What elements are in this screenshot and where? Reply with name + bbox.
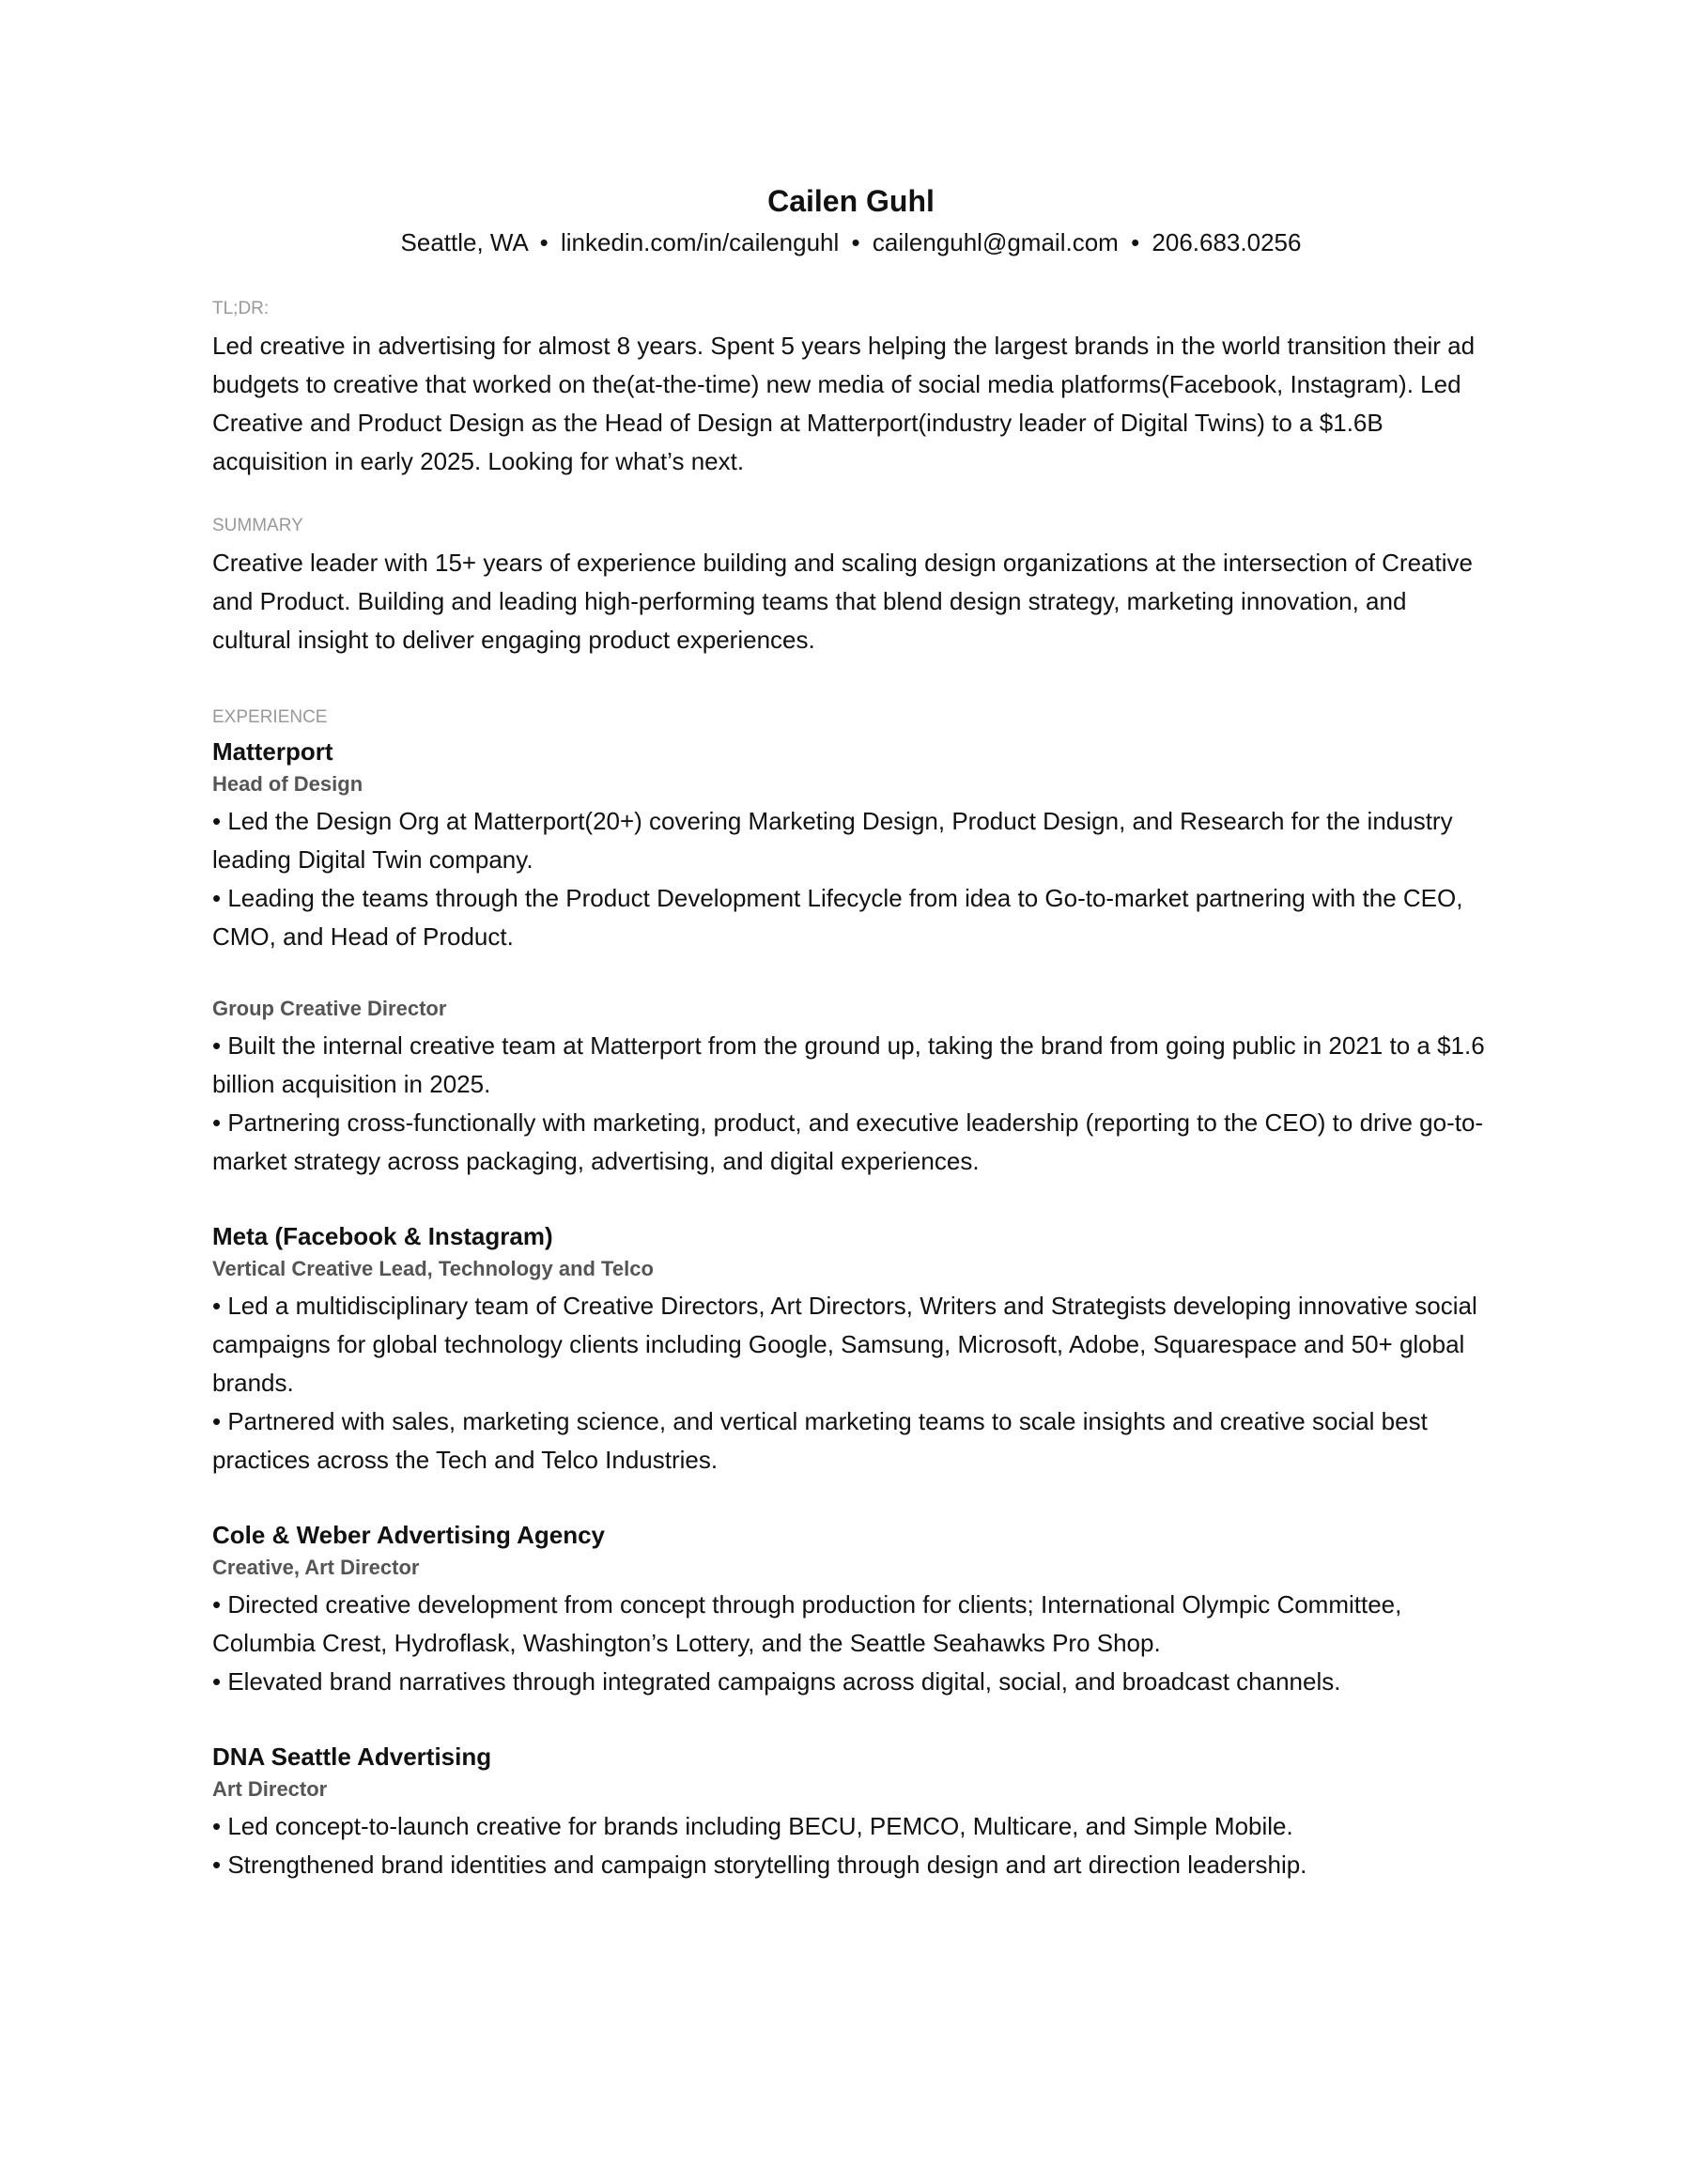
experience-list <box>212 735 1490 1884</box>
role-block <box>212 1775 1490 1884</box>
separator: • <box>1131 228 1140 256</box>
job-entry <box>212 1219 1490 1479</box>
company-name: Matterport <box>212 737 333 766</box>
role-title: Group Creative Director <box>212 997 447 1020</box>
email-link[interactable]: cailenguhl@gmail.com <box>872 228 1119 256</box>
bullet-list <box>212 1586 1490 1701</box>
bullet-item: • Led concept-to-launch creative for brands including BECU, PEMCO, Multicare, and Simple Mobile. <box>212 1812 1293 1840</box>
job-entry <box>212 1740 1490 1884</box>
role-block <box>212 1255 1490 1479</box>
summary-label: SUMMARY <box>212 516 303 535</box>
bullet-item: • Leading the teams through the Product Development Lifecycle from idea to Go-to-market partnering with the CEO, CMO, and Head of Product. <box>212 884 1463 951</box>
bullet-item: • Partnering cross-functionally with marketing, product, and executive leadership (reporting to the CEO) to drive go-to-market strategy across packaging, advertising, and digital experiences. <box>212 1108 1484 1175</box>
phone-number: 206.683.0256 <box>1152 228 1302 256</box>
bullet-item: • Led the Design Org at Matterport(20+) covering Marketing Design, Product Design, and Research for the industry leading Digital Twin company. <box>212 807 1453 874</box>
role-title: Creative, Art Director <box>212 1556 420 1579</box>
bullet-item: • Strengthened brand identities and campaign storytelling through design and art direction leadership. <box>212 1851 1307 1879</box>
bullet-list <box>212 1027 1490 1181</box>
job-entry <box>212 735 1490 1181</box>
tldr-text: Led creative in advertising for almost 8 years. Spent 5 years helping the largest brands in the world transition their ad budgets to creative that worked on the(at-the-time) new media of social media platforms(Facebook, Instagram). Led Creative and Product Design as the Head of Design at Matterport(industry leader of Digital Twins) to a $1.6B acquisition in early 2025. Looking for what’s next. <box>212 332 1476 475</box>
bullet-item: • Partnered with sales, marketing science, and vertical marketing teams to scale insights and creative social best practices across the Tech and Telco Industries. <box>212 1407 1428 1474</box>
role-title: Vertical Creative Lead, Technology and Telco <box>212 1257 654 1280</box>
bullet-item: • Led a multidisciplinary team of Creative Directors, Art Directors, Writers and Strategists developing innovative social campaigns for global technology clients including Google, Samsung, Microsoft, Adobe, Squarespace and 50+ global brands. <box>212 1292 1477 1397</box>
separator: • <box>851 228 860 256</box>
summary-text: Creative leader with 15+ years of experience building and scaling design organizations at the intersection of Creative and Product. Building and leading high-performing teams that blend design strategy, marketing innovation, and cultural insight to deliver engaging product experiences. <box>212 549 1473 654</box>
bullet-list <box>212 802 1490 956</box>
job-entry <box>212 1518 1490 1701</box>
experience-label: EXPERIENCE <box>212 707 328 727</box>
linkedin-link[interactable]: linkedin.com/in/cailenguhl <box>560 228 840 256</box>
company-name: Cole & Weber Advertising Agency <box>212 1521 606 1549</box>
contact-line <box>212 226 1490 258</box>
role-block <box>212 1554 1490 1701</box>
role-block <box>212 995 1490 1181</box>
role-title: Head of Design <box>212 772 363 796</box>
candidate-name: Cailen Guhl <box>767 184 935 218</box>
role-block <box>212 770 1490 956</box>
location: Seattle, WA <box>400 228 528 256</box>
tldr-label: TL;DR: <box>212 299 270 318</box>
bullet-item: • Directed creative development from concept through production for clients; International Olympic Committee, Columbia Crest, Hydroflask, Washington’s Lottery, and the Seattle Seahawks Pro Shop. <box>212 1590 1402 1657</box>
separator: • <box>539 228 549 256</box>
bullet-list <box>212 1807 1490 1884</box>
bullet-item: • Elevated brand narratives through integrated campaigns across digital, social, and broadcast channels. <box>212 1667 1341 1696</box>
bullet-list <box>212 1287 1490 1479</box>
resume-page <box>212 182 1490 1884</box>
company-name: Meta (Facebook & Instagram) <box>212 1222 553 1250</box>
company-name: DNA Seattle Advertising <box>212 1743 492 1771</box>
bullet-item: • Built the internal creative team at Matterport from the ground up, taking the brand from going public in 2021 to a $1.6 billion acquisition in 2025. <box>212 1031 1485 1098</box>
role-title: Art Director <box>212 1777 328 1801</box>
